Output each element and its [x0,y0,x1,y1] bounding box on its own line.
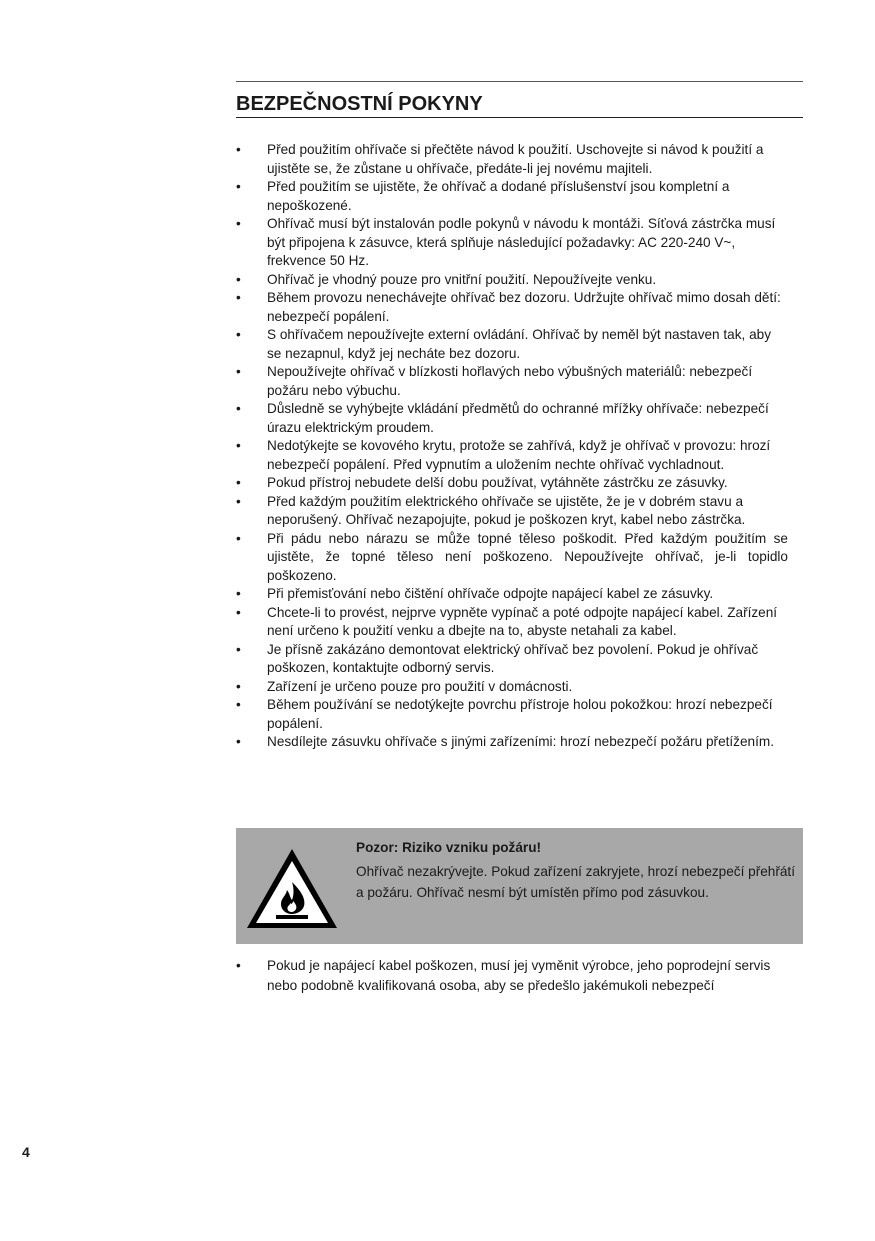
final-instructions-list [236,956,788,995]
list-item: • Před použitím se ujistěte, že ohřívač a dodané příslušenství jsou kompletní a nepoškozené. [236,178,788,215]
list-item: • Nepoužívejte ohřívač v blízkosti hořlavých nebo výbušných materiálů: nebezpečí požáru nebo výbuchu. [236,363,788,400]
list-item: • Chcete-li to provést, nejprve vypněte vypínač a poté odpojte napájecí kabel. Zařízení není určeno k použití venku a dbejte na to, abyste netahali za kabel. [236,604,788,641]
top-rule [236,81,803,82]
list-item: • Před použitím ohřívače si přečtěte návod k použití. Uschovejte si návod k použití a ujistěte se, že zůstane u ohřívače, předáte-li jej novému majiteli. [236,141,788,178]
safety-instructions-list [236,141,788,752]
warning-text: Ohřívač nezakrývejte. Pokud zařízení zakryjete, hrozí nebezpečí přehřátí a požáru. Ohřívač nesmí být umístěn přímo pod zásuvkou. [356,864,795,900]
page-number: 4 [22,1144,30,1160]
section-title: BEZPEČNOSTNÍ POKYNY [236,91,803,118]
fire-warning-box [236,828,803,944]
list-item: • Ohřívač musí být instalován podle pokynů v návodu k montáži. Síťová zástrčka musí být připojena k zásuvce, která splňuje následující požadavky: AC 220-240 V~, frekvence 50 Hz. [236,215,788,271]
list-item: • Pokud je napájecí kabel poškozen, musí jej vyměnit výrobce, jeho poprodejní servis nebo podobně kvalifikovaná osoba, aby se předešlo jakémukoli nebezpečí [236,956,788,995]
fire-hazard-icon [244,846,340,932]
list-item: • Během používání se nedotýkejte povrchu přístroje holou pokožkou: hrozí nebezpečí popálení. [236,696,788,733]
list-item: • Během provozu nenechávejte ohřívač bez dozoru. Udržujte ohřívač mimo dosah dětí: nebezpečí popálení. [236,289,788,326]
warning-title: Pozor: Riziko vzniku požáru! [356,840,542,855]
list-item: • Před každým použitím elektrického ohřívače se ujistěte, že je v dobrém stavu a neporušený. Ohřívač nezapojujte, pokud je poškozen kryt, kabel nebo zástrčka. [236,493,788,530]
list-item: • Při přemisťování nebo čištění ohřívače odpojte napájecí kabel ze zásuvky. [236,585,788,604]
list-item: • Nesdílejte zásuvku ohřívače s jinými zařízeními: hrozí nebezpečí požáru přetížením. [236,733,788,752]
list-item: • Ohřívač je vhodný pouze pro vnitřní použití. Nepoužívejte venku. [236,271,788,290]
list-item: • Při pádu nebo nárazu se může topné těleso poškodit. Před každým použitím se ujistěte, že topné těleso není poškozeno. Nepoužívejte ohřívač, je-li topidlo poškozeno. [236,530,788,586]
list-item: • Důsledně se vyhýbejte vkládání předmětů do ochranné mřížky ohřívače: nebezpečí úrazu elektrickým proudem. [236,400,788,437]
list-item: • Nedotýkejte se kovového krytu, protože se zahřívá, když je ohřívač v provozu: hrozí nebezpečí popálení. Před vypnutím a uložením nechte ohřívač vychladnout. [236,437,788,474]
list-item: • S ohřívačem nepoužívejte externí ovládání. Ohřívač by neměl být nastaven tak, aby se nezapnul, když jej necháte bez dozoru. [236,326,788,363]
list-item: • Zařízení je určeno pouze pro použití v domácnosti. [236,678,788,697]
list-item: • Pokud přístroj nebudete delší dobu používat, vytáhněte zástrčku ze zásuvky. [236,474,788,493]
list-item: • Je přísně zakázáno demontovat elektrický ohřívač bez povolení. Pokud je ohřívač poškozen, kontaktujte odborný servis. [236,641,788,678]
